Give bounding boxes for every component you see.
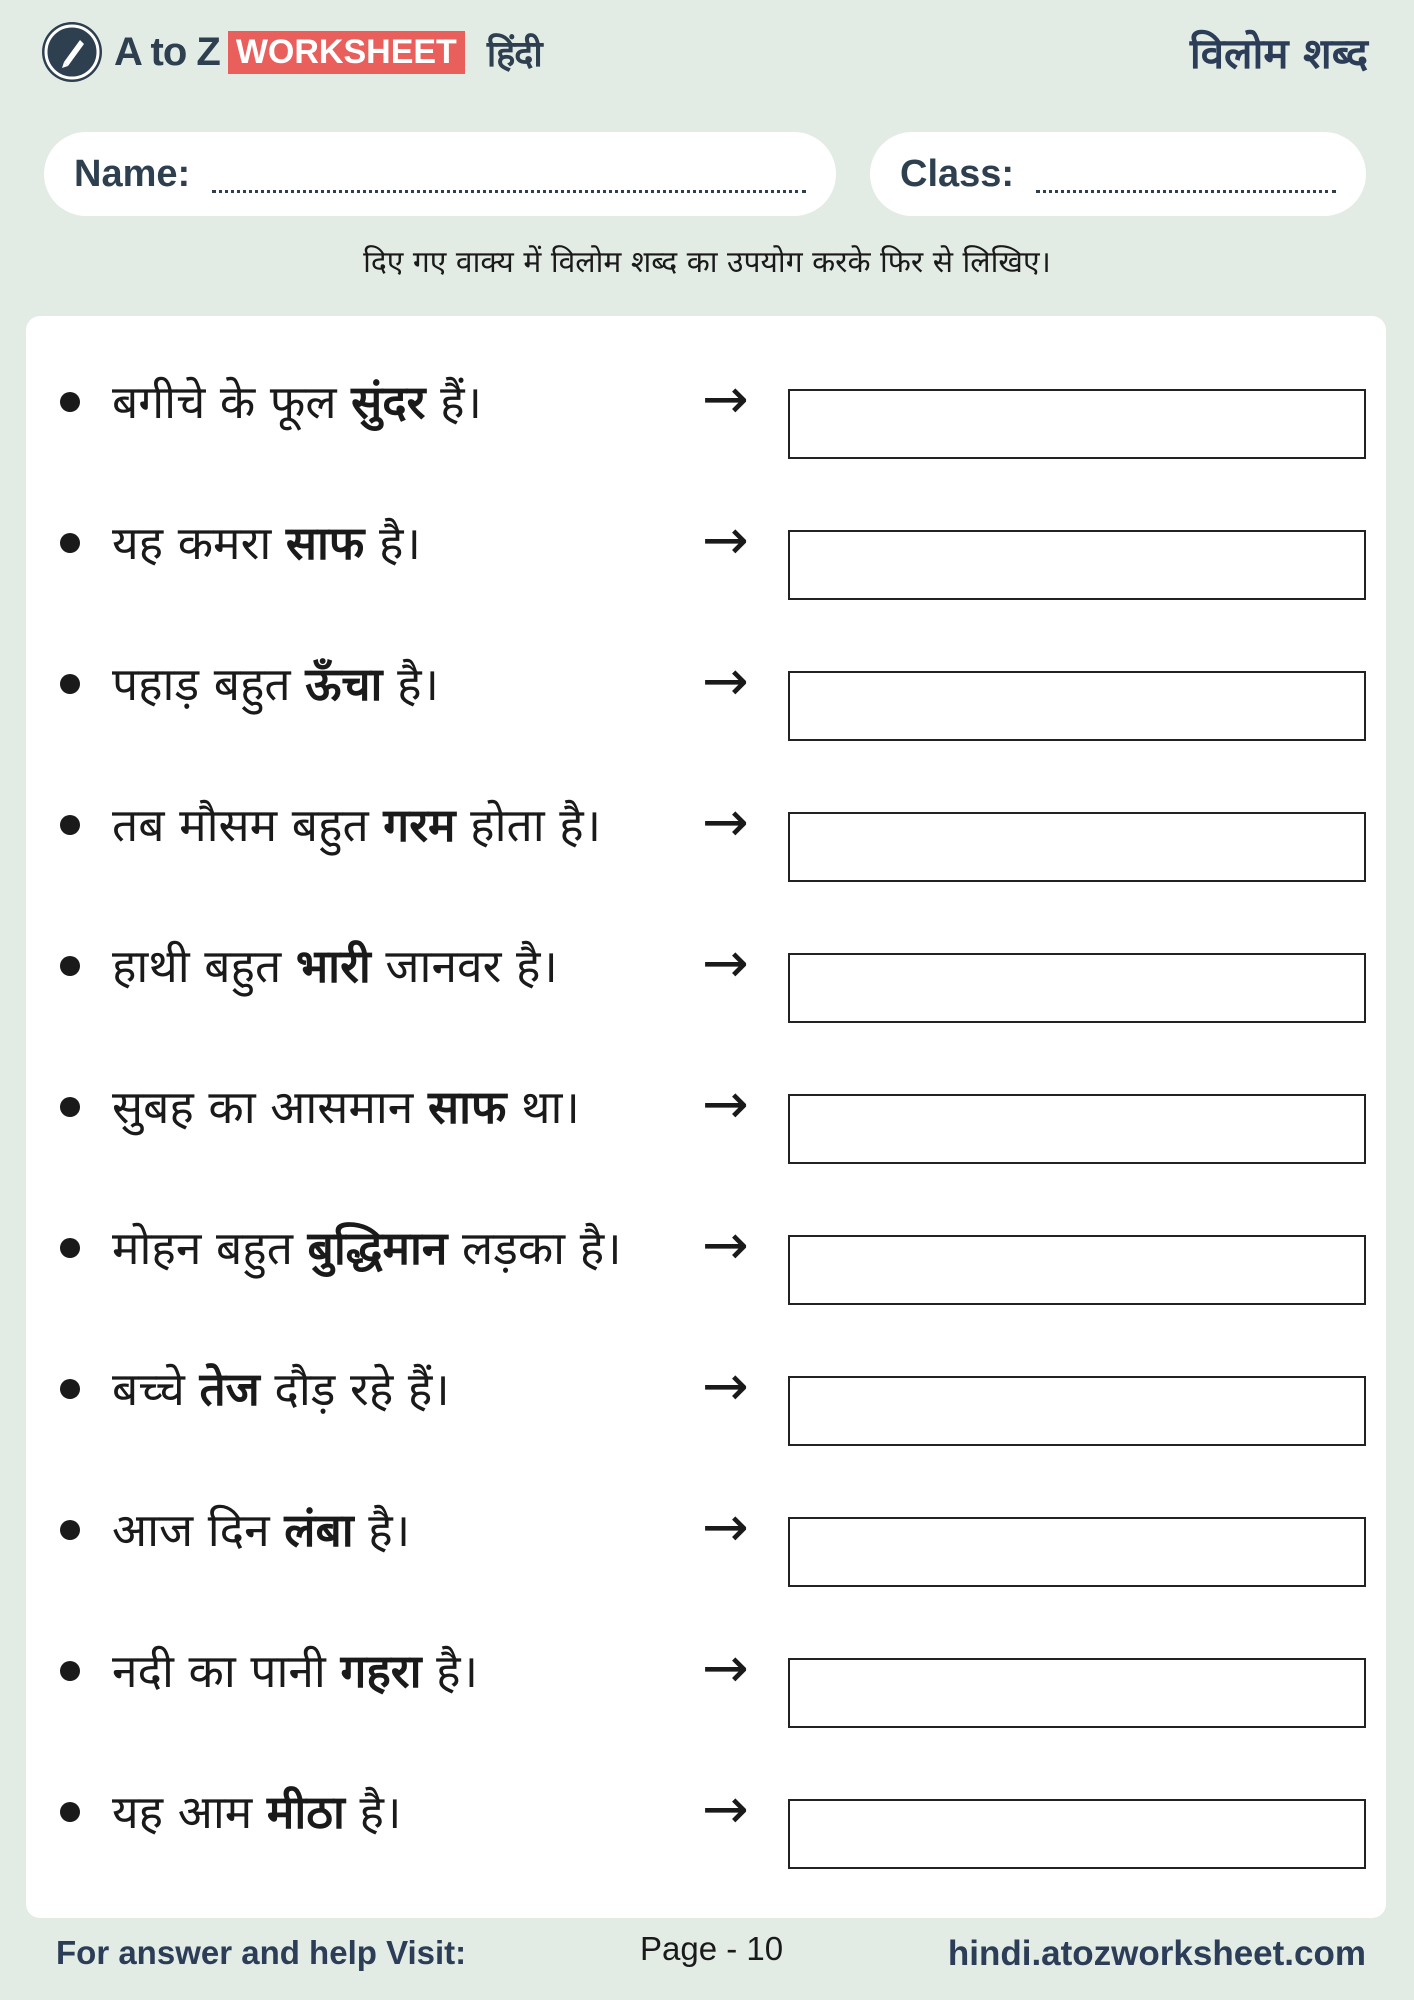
logo <box>114 28 542 76</box>
exercise-row <box>26 755 1386 896</box>
sentence-text <box>112 1077 580 1137</box>
right-arrow-icon: → <box>702 1213 749 1278</box>
right-arrow-icon: → <box>702 1354 749 1419</box>
keyword: भारी <box>295 939 371 993</box>
exercise-row <box>26 896 1386 1037</box>
exercise-row <box>26 1178 1386 1319</box>
bullet-dot <box>60 392 80 412</box>
sentence-text <box>112 1782 401 1842</box>
answer-box[interactable] <box>788 1376 1366 1446</box>
bullet-dot <box>60 1520 80 1540</box>
right-arrow-icon: → <box>702 1072 749 1137</box>
sentence-text <box>112 372 482 432</box>
logo-text: A to Z <box>114 29 220 74</box>
sentence-text <box>112 513 421 573</box>
bullet-dot <box>60 1661 80 1681</box>
keyword: तेज <box>199 1362 260 1416</box>
sentence-after: है। <box>364 516 421 570</box>
page-number: Page - 10 <box>640 1930 784 1967</box>
answer-box[interactable] <box>788 812 1366 882</box>
worksheet-topic-title: विलोम शब्द <box>1189 29 1368 78</box>
logo-language: हिंदी <box>486 32 542 75</box>
sentence-before: नदी का पानी <box>112 1644 341 1698</box>
sentence-after: दौड़ रहे हैं। <box>259 1362 450 1416</box>
sentence-after: लड़का है। <box>447 1221 622 1275</box>
sentence-after: था। <box>506 1080 580 1134</box>
footer-help-text: For answer and help Visit: <box>56 1934 467 1971</box>
sentence-before: सुबह का आसमान <box>112 1080 428 1134</box>
keyword: लंबा <box>284 1503 354 1557</box>
sentence-before: आज दिन <box>112 1503 285 1557</box>
sentence-after: होता है। <box>455 798 602 852</box>
answer-box[interactable] <box>788 530 1366 600</box>
keyword: मीठा <box>266 1785 345 1839</box>
keyword: साफ <box>427 1080 507 1134</box>
class-label: Class: <box>900 152 1015 195</box>
sentence-before: यह कमरा <box>112 516 286 570</box>
exercise-card <box>26 316 1386 1918</box>
right-arrow-icon: → <box>702 931 749 996</box>
keyword: बुद्धिमान <box>307 1221 448 1275</box>
answer-box[interactable] <box>788 671 1366 741</box>
answer-box[interactable] <box>788 1235 1366 1305</box>
logo-badge: WORKSHEET <box>228 31 465 74</box>
answer-box[interactable] <box>788 1799 1366 1869</box>
answer-box[interactable] <box>788 1658 1366 1728</box>
sentence-text <box>112 1641 478 1701</box>
bullet-dot <box>60 1379 80 1399</box>
sentence-after: जानवर है। <box>370 939 558 993</box>
sentence-text <box>112 1218 622 1278</box>
sentence-before: मोहन बहुत <box>112 1221 308 1275</box>
right-arrow-icon: → <box>702 1777 749 1842</box>
class-dotted-line[interactable] <box>1036 168 1336 193</box>
keyword: साफ <box>285 516 365 570</box>
answer-box[interactable] <box>788 953 1366 1023</box>
sentence-before: बगीचे के फूल <box>112 375 352 429</box>
name-dotted-line[interactable] <box>212 168 806 193</box>
bullet-dot <box>60 1097 80 1117</box>
sentence-text <box>112 1359 450 1419</box>
answer-box[interactable] <box>788 389 1366 459</box>
answer-box[interactable] <box>788 1094 1366 1164</box>
exercise-row <box>26 473 1386 614</box>
keyword: गहरा <box>340 1644 422 1698</box>
bullet-dot <box>60 674 80 694</box>
right-arrow-icon: → <box>702 1636 749 1701</box>
sentence-before: हाथी बहुत <box>112 939 296 993</box>
exercise-row <box>26 614 1386 755</box>
right-arrow-icon: → <box>702 508 749 573</box>
bullet-dot <box>60 956 80 976</box>
keyword: सुंदर <box>351 375 426 429</box>
right-arrow-icon: → <box>702 1495 749 1560</box>
right-arrow-icon: → <box>702 790 749 855</box>
sentence-before: तब मौसम बहुत <box>112 798 384 852</box>
sentence-text <box>112 654 439 714</box>
right-arrow-icon: → <box>702 367 749 432</box>
keyword: ऊँचा <box>305 657 383 711</box>
exercise-row <box>26 1601 1386 1742</box>
sentence-before: पहाड़ बहुत <box>112 657 306 711</box>
website-link[interactable]: hindi.atozworksheet.com <box>947 1934 1366 1973</box>
name-field[interactable] <box>44 132 836 216</box>
bullet-dot <box>60 1238 80 1258</box>
bullet-dot <box>60 1802 80 1822</box>
exercise-row <box>26 1319 1386 1460</box>
answer-box[interactable] <box>788 1517 1366 1587</box>
class-field[interactable] <box>870 132 1366 216</box>
bullet-dot <box>60 815 80 835</box>
exercise-row <box>26 332 1386 473</box>
sentence-text <box>112 795 601 855</box>
sentence-after: है। <box>344 1785 402 1839</box>
exercise-row <box>26 1742 1386 1883</box>
footer <box>0 1930 1414 1990</box>
sentence-after: है। <box>353 1503 411 1557</box>
exercise-row <box>26 1037 1386 1178</box>
name-label: Name: <box>74 152 191 195</box>
sentence-after: है। <box>382 657 439 711</box>
header <box>0 0 1414 110</box>
right-arrow-icon: → <box>702 649 749 714</box>
sentence-before: यह आम <box>112 1785 267 1839</box>
exercise-row <box>26 1460 1386 1601</box>
sentence-before: बच्चे <box>112 1362 200 1416</box>
pen-nib-icon <box>42 22 102 82</box>
instruction-text: दिए गए वाक्य में विलोम शब्द का उपयोग करके फिर से लिखिए। <box>363 245 1051 280</box>
sentence-after: है। <box>421 1644 479 1698</box>
bullet-dot <box>60 533 80 553</box>
sentence-text <box>112 1500 410 1560</box>
sentence-after: हैं। <box>425 375 482 429</box>
sentence-text <box>112 936 558 996</box>
keyword: गरम <box>383 798 456 852</box>
